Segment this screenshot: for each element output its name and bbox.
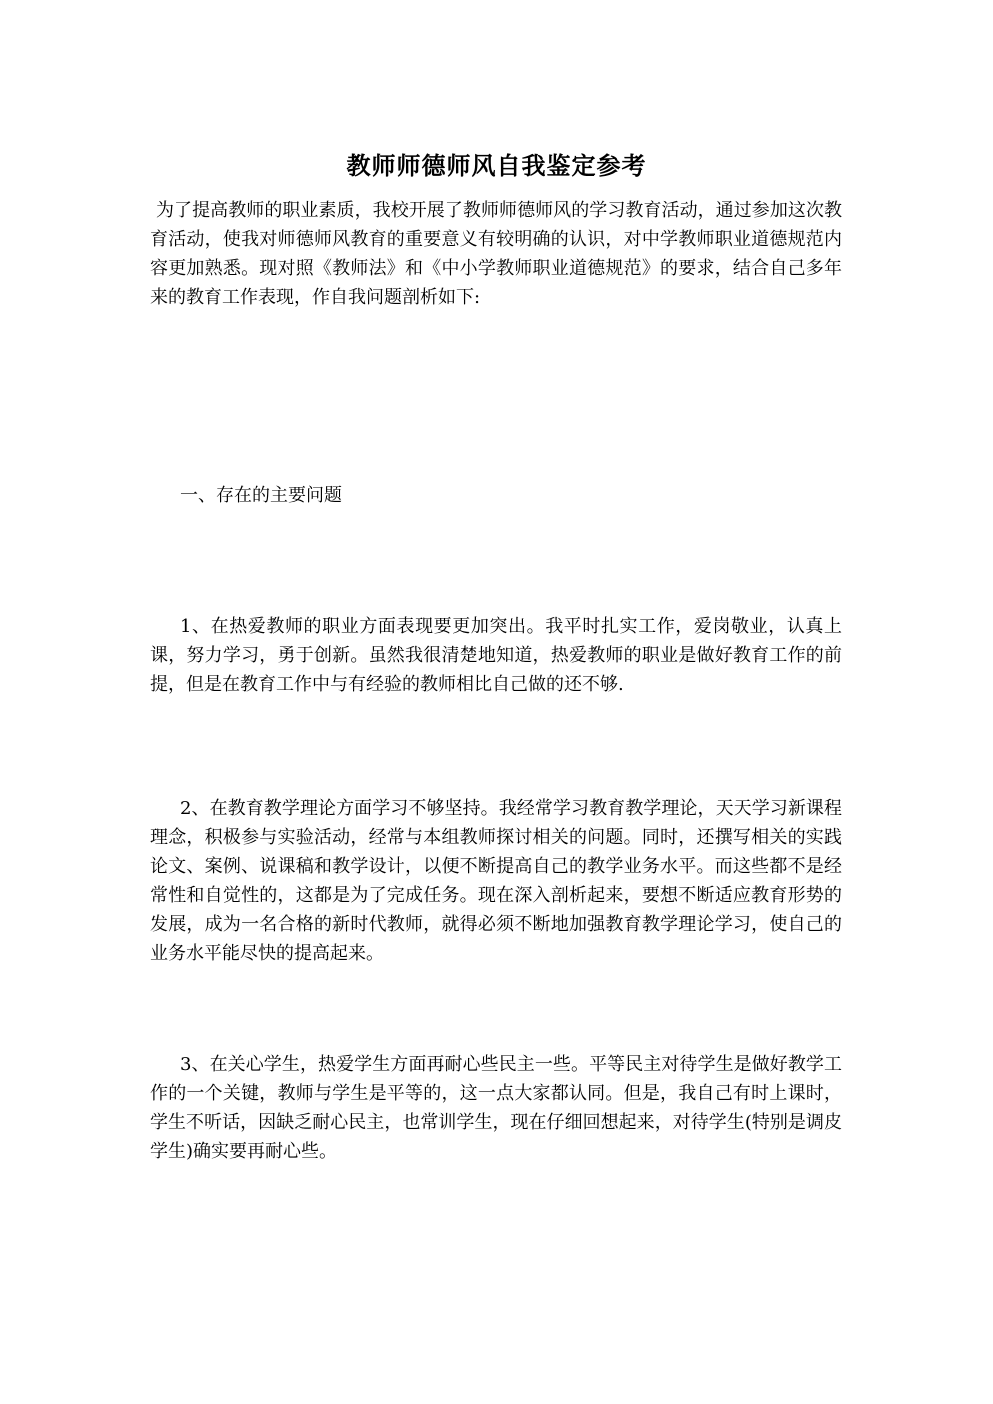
section-heading: 一、存在的主要问题 <box>180 485 342 506</box>
document-title: 教师师德师风自我鉴定参考 <box>346 151 647 180</box>
problem-item-2: 2、在教育教学理论方面学习不够坚持。我经常学习教育教学理论，天天学习新课程理念，积极参与实验活动，经常与本组教师探讨相关的问题。同时，还撰写相关的实践论文、案例、说课稿和教学设计，以便不断提高自己的教学业务水平。而这些都不是经常性和自觉性的，这都是为了完成任务。现在深入剖析起来，要想不断适应教育形势的发展，成为一名合格的新时代教师，就得必须不断地加强教育教学理论学习，使自己的业务水平能尽快的提高起来。 <box>150 798 842 964</box>
problem-item-1: 1、在热爱教师的职业方面表现要更加突出。我平时扎实工作，爱岗敬业，认真上课，努力学习，勇于创新。虽然我很清楚地知道，热爱教师的职业是做好教育工作的前提，但是在教育工作中与有经验的教师相比自己做的还不够. <box>150 616 842 695</box>
problem-item-3: 3、在关心学生，热爱学生方面再耐心些民主一些。平等民主对待学生是做好教学工作的一个关键，教师与学生是平等的，这一点大家都认同。但是，我自己有时上课时，学生不听话，因缺乏耐心民主，也常训学生，现在仔细回想起来，对待学生(特别是调皮学生)确实要再耐心些。 <box>150 1054 842 1162</box>
intro-paragraph: 为了提高教师的职业素质，我校开展了教师师德师风的学习教育活动，通过参加这次教育活动，使我对师德师风教育的重要意义有较明确的认识，对中学教师职业道德规范内容更加熟悉。现对照《教师法》和《中小学教师职业道德规范》的要求，结合自己多年来的教育工作表现，作自我问题剖析如下: <box>150 200 842 308</box>
